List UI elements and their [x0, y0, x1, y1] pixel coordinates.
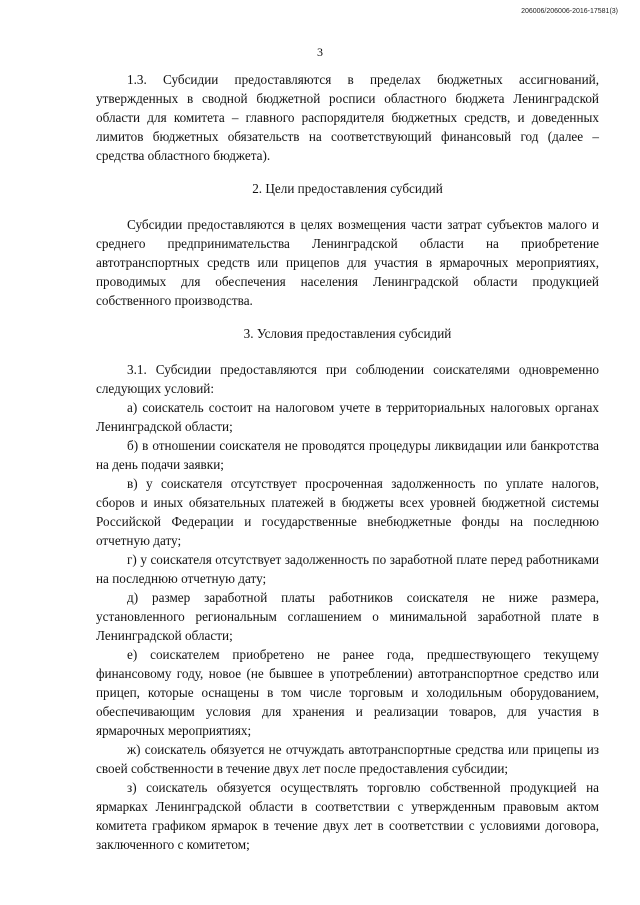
condition-e: е) соискателем приобретено не ранее года, предшествующего текущему финансовому году, новое (не бывшее в употреблении) автотранспортное средство или прицеп, которые оснащены в том числе торговым и холодильным оборудованием, обеспечивающим условия для хранения и реализации товаров, для участия в ярмарочных мероприятиях;	[96, 647, 599, 738]
document-body	[96, 70, 599, 854]
condition-z: з) соискатель обязуется осуществлять торговлю собственной продукцией на ярмарках Ленинградской области в соответствии с утвержденным правовым актом комитета графиком ярмарок в течение двух лет в соответствии с условиями договора, заключенного с комитетом;	[96, 780, 599, 852]
document-number: 206006/206006-2016-17581(3)	[521, 8, 618, 15]
condition-v: в) у соискателя отсутствует просроченная задолженность по уплате налогов, сборов и иных обязательных платежей в бюджеты всех уровней бюджетной системы Российской Федерации и государственные внебюджетные фонды на последнюю отчетную дату;	[96, 476, 599, 548]
paragraph-2: Субсидии предоставляются в целях возмещения части затрат субъектов малого и среднего предпринимательства Ленинградской области на приобретение автотранспортных средств или прицепов для участия в ярмарочных мероприятиях, проводимых для обеспечения населения Ленинградской области продукцией собственного производства.	[96, 217, 599, 308]
condition-d: д) размер заработной платы работников соискателя не ниже размера, установленного региональным соглашением о минимальной заработной плате в Ленинградской области;	[96, 590, 599, 643]
condition-a: а) соискатель состоит на налоговом учете в территориальных налоговых органах Ленинградской области;	[96, 400, 599, 434]
section-2-title: 2. Цели предоставления субсидий	[252, 181, 443, 196]
section-3-title: 3. Условия предоставления субсидий	[243, 326, 452, 341]
paragraph-1-3: 1.3. Субсидии предоставляются в пределах бюджетных ассигнований, утвержденных в сводной бюджетной росписи областного бюджета Ленинградской области для комитета – главного распорядителя бюджетных средств, и доведенных лимитов бюджетных обязательств на соответствующий финансовый год (далее – средства областного бюджета).	[96, 72, 599, 163]
condition-g: г) у соискателя отсутствует задолженность по заработной плате перед работниками на последнюю отчетную дату;	[96, 552, 599, 586]
condition-zh: ж) соискатель обязуется не отчуждать автотранспортные средства или прицепы из своей собственности в течение двух лет после предоставления субсидии;	[96, 742, 599, 776]
paragraph-3-1: 3.1. Субсидии предоставляются при соблюдении соискателями одновременно следующих условий:	[96, 362, 599, 396]
page-number: 3	[317, 45, 323, 59]
condition-b: б) в отношении соискателя не проводятся процедуры ликвидации или банкротства на день подачи заявки;	[96, 438, 599, 472]
